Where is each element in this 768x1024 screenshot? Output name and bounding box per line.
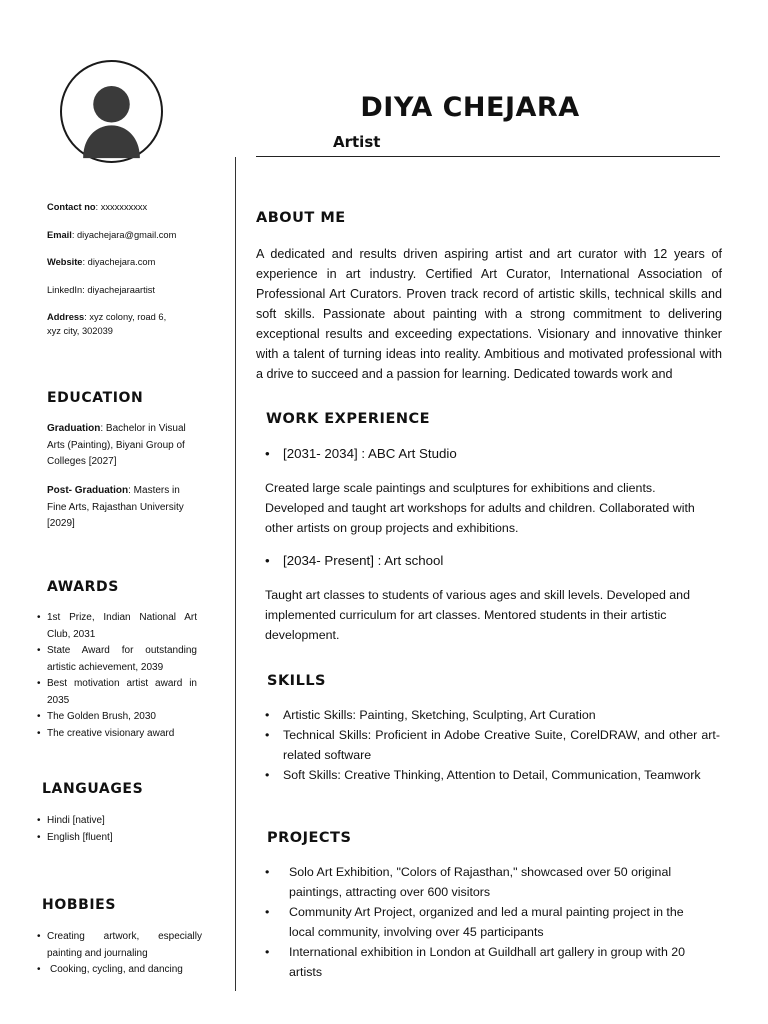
contact-phone [47,201,197,215]
hobby-item: • Cooking, cycling, and dancing [37,962,202,979]
education-label: Post- Graduation [47,485,129,496]
project-item: • Solo Art Exhibition, "Colors of Rajasthan," showcased over 50 original paintings, attracting over 600 visitors [265,862,710,902]
education-heading: EDUCATION [47,390,144,406]
education-item [47,421,197,471]
contact-phone-label: Contact no [47,202,96,212]
about-text: A dedicated and results driven aspiring artist and art curator with 12 years of experience in art industry. Certified Art Curator, International Association of Professional Art Curators. Proven track record of artistic skills, technical skills and soft skills. Passionate about painting with a strong commitment to delivering exceptional results and exceeding expectations. Visionary and innovative thinker with a talent of turning ideas into reality. Ambitious and motivated professional with a drive to succeed and a passion for learning. Dedicated towards work and [256,247,722,381]
award-item: • State Award for outstanding artistic achievement, 2039 [37,643,197,676]
awards-heading: AWARDS [47,579,119,595]
candidate-name: DIYA CHEJARA [360,92,580,123]
contact-website-value: : diyachejara.com [82,257,156,267]
projects-heading: PROJECTS [267,830,352,846]
language-item: • Hindi [native] [37,813,197,830]
languages-list [37,813,197,846]
about-heading: ABOUT ME [256,210,346,226]
job-description: Taught art classes to students of various ages and skill levels. Developed and implemented curriculum for art classes. Mentored students in their artistic development. [265,588,690,642]
hobbies-list [37,929,202,979]
job-title: • [2034- Present] : Art school [265,553,443,568]
column-divider [235,157,236,991]
avatar [60,60,163,163]
contact-website [47,256,197,270]
education-text: : Bachelor in Visual Arts (Painting), Biyani Group of Colleges [2027] [47,423,186,467]
contact-email [47,229,197,243]
contact-address-value: : xyz colony, road 6, xyz city, 302039 [47,312,167,336]
project-item: • International exhibition in London at Guildhall art gallery in group with 20 artists [265,942,710,982]
skill-item: • Technical Skills: Proficient in Adobe Creative Suite, CorelDRAW, and other art-related software [265,725,720,765]
contact-address-label: Address [47,312,85,322]
contact-email-label: Email [47,230,72,240]
award-item: • Best motivation artist award in 2035 [37,676,197,709]
work-heading: WORK EXPERIENCE [266,411,431,427]
award-item: • The Golden Brush, 2030 [37,709,197,726]
education-item [47,483,197,533]
contact-address [47,311,182,338]
award-item: • The creative visionary award [37,726,197,743]
skill-item: • Soft Skills: Creative Thinking, Attention to Detail, Communication, Teamwork [265,765,720,785]
skills-list [265,705,720,785]
language-item: • English [fluent] [37,830,197,847]
contact-phone-value: : xxxxxxxxxx [95,202,148,212]
contact-email-value: : diyachejara@gmail.com [71,230,177,240]
candidate-role: Artist [333,133,381,151]
education-text: : Masters in Fine Arts, Rajasthan University [2029] [47,485,184,529]
contact-linkedin: LinkedIn: diyachejaraartist [47,285,156,295]
hobbies-heading: HOBBIES [42,897,117,913]
skills-heading: SKILLS [267,673,326,689]
languages-heading: LANGUAGES [42,781,144,797]
award-item: • 1st Prize, Indian National Art Club, 2031 [37,610,197,643]
contact-website-label: Website [47,257,83,267]
projects-list [265,862,710,982]
hobby-item: • Creating artwork, especially painting and journaling [37,929,202,962]
awards-list [37,610,197,739]
education-label: Graduation [47,423,101,434]
skill-item: • Artistic Skills: Painting, Sketching, Sculpting, Art Curation [265,705,720,725]
job-title: • [2031- 2034] : ABC Art Studio [265,446,457,461]
job-description: Created large scale paintings and sculptures for exhibitions and clients. Developed and taught art workshops for adults and children. Collaborated with other artists on group projects and exhibitions. [265,481,695,535]
person-icon [62,62,161,161]
header-divider [256,156,720,157]
project-item: • Community Art Project, organized and led a mural painting project in the local community, involving over 45 participants [265,902,710,942]
